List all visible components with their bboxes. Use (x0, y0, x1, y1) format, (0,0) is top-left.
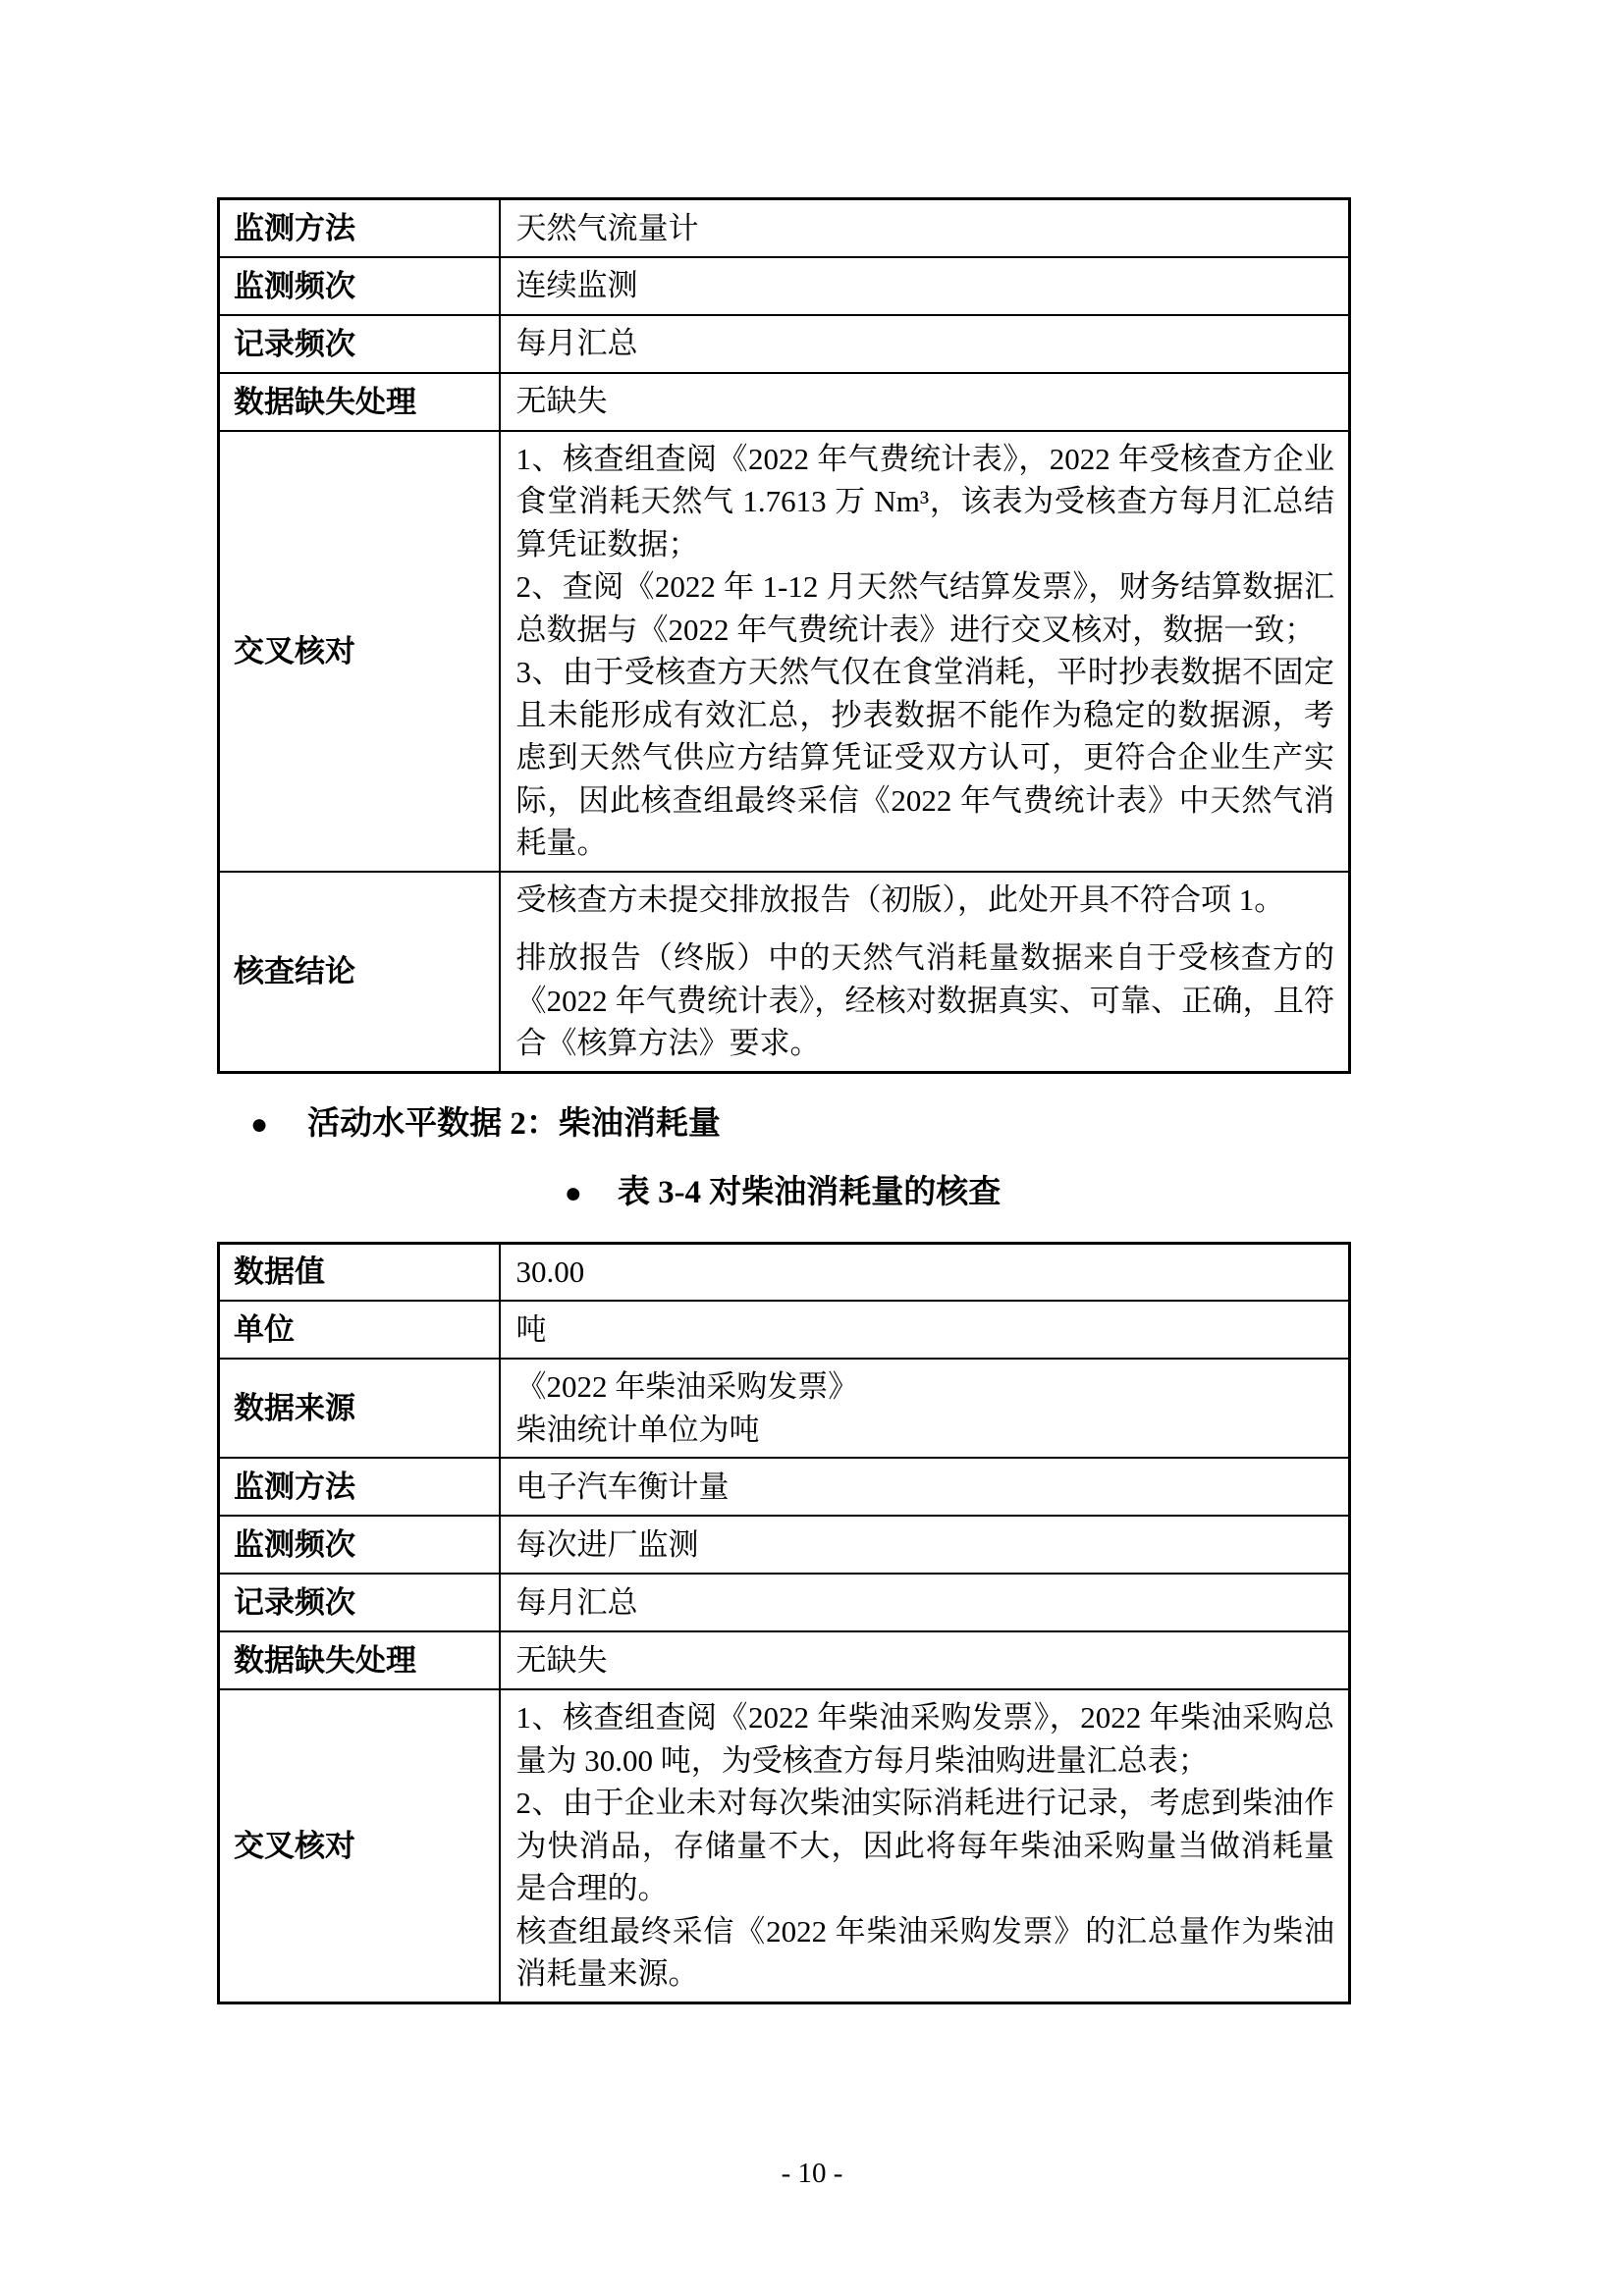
row-label: 数据缺失处理 (219, 1631, 500, 1689)
row-label: 数据缺失处理 (219, 373, 500, 431)
row-label: 监测方法 (219, 199, 500, 257)
table-row (219, 1301, 1350, 1359)
table-row (219, 1243, 1350, 1301)
row-value: 每月汇总 (500, 315, 1350, 373)
bullet-icon: ● (250, 1107, 269, 1141)
row-label: 数据值 (219, 1243, 500, 1301)
table-row (219, 315, 1350, 373)
table-row (219, 1516, 1350, 1574)
gas-verification-table (217, 197, 1351, 1074)
table-row (219, 1458, 1350, 1516)
row-value (500, 431, 1350, 872)
table-row (219, 1631, 1350, 1689)
cross-check-paragraph: 1、核查组查阅《2022 年气费统计表》，2022 年受核查方企业食堂消耗天然气 1.7613 万 Nm³，该表为受核查方每月汇总结算凭证数据； (515, 441, 1334, 561)
data-source-line: 《2022 年柴油采购发票》 (515, 1369, 859, 1404)
bullet-icon: ● (564, 1176, 582, 1209)
row-label: 核查结论 (219, 872, 500, 1073)
table-row (219, 1689, 1350, 2002)
page-number: - 10 - (781, 2158, 843, 2189)
activity-data-heading (250, 1100, 1348, 1148)
row-value: 连续监测 (500, 257, 1350, 315)
row-value: 无缺失 (500, 1631, 1350, 1689)
cross-check-paragraph: 1、核查组查阅《2022 年柴油采购发票》，2022 年柴油采购总量为 30.00 吨，为受核查方每月柴油购进量汇总表； (515, 1700, 1334, 1778)
data-source-line: 柴油统计单位为吨 (515, 1412, 760, 1447)
table-caption-text: 表 3-4 对柴油消耗量的核查 (617, 1174, 1001, 1210)
row-value (500, 1359, 1350, 1458)
cross-check-paragraph: 2、由于企业未对每次柴油实际消耗进行记录，考虑到柴油作为快消品，存储量不大，因此将每年柴油采购量当做消耗量是合理的。 (515, 1786, 1334, 1905)
conclusion-paragraph: 受核查方未提交排放报告（初版），此处开具不符合项 1。 (515, 881, 1285, 917)
table-row (219, 872, 1350, 1073)
table-row (219, 199, 1350, 257)
table-row (219, 1359, 1350, 1458)
conclusion-paragraph: 排放报告（终版）中的天然气消耗量数据来自于受核查方的《2022 年气费统计表》，经核对数据真实、可靠、正确，且符合《核算方法》要求。 (515, 940, 1334, 1060)
row-value: 每月汇总 (500, 1574, 1350, 1631)
spacer (217, 1216, 1348, 1242)
row-label: 交叉核对 (219, 431, 500, 872)
row-value (500, 872, 1350, 1073)
table-caption (217, 1170, 1348, 1216)
row-value: 吨 (500, 1301, 1350, 1359)
diesel-verification-table (217, 1242, 1351, 2004)
cross-check-paragraph: 3、由于受核查方天然气仅在食堂消耗，平时抄表数据不固定且未能形成有效汇总，抄表数据不能作为稳定的数据源，考虑到天然气供应方结算凭证受双方认可，更符合企业生产实际，因此核查组最终采信《2022 年气费统计表》中天然气消耗量。 (515, 655, 1334, 860)
row-label: 监测方法 (219, 1458, 500, 1516)
activity-data-heading-text: 活动水平数据 2：柴油消耗量 (307, 1105, 721, 1142)
row-label: 监测频次 (219, 257, 500, 315)
row-value: 天然气流量计 (500, 199, 1350, 257)
table-row (219, 431, 1350, 872)
table-row (219, 257, 1350, 315)
row-value: 30.00 (500, 1243, 1350, 1301)
row-value: 每次进厂监测 (500, 1516, 1350, 1574)
table-row (219, 1574, 1350, 1631)
row-value: 无缺失 (500, 373, 1350, 431)
cross-check-paragraph: 2、查阅《2022 年 1-12 月天然气结算发票》，财务结算数据汇总数据与《2022 年气费统计表》进行交叉核对，数据一致； (515, 569, 1334, 647)
row-label: 单位 (219, 1301, 500, 1359)
row-value (500, 1689, 1350, 2002)
cross-check-paragraph: 核查组最终采信《2022 年柴油采购发票》的汇总量作为柴油消耗量来源。 (515, 1913, 1334, 1991)
row-label: 交叉核对 (219, 1689, 500, 2002)
row-label: 记录频次 (219, 315, 500, 373)
row-label: 数据来源 (219, 1359, 500, 1458)
table-row (219, 373, 1350, 431)
row-label: 记录频次 (219, 1574, 500, 1631)
row-value: 电子汽车衡计量 (500, 1458, 1350, 1516)
row-label: 监测频次 (219, 1516, 500, 1574)
